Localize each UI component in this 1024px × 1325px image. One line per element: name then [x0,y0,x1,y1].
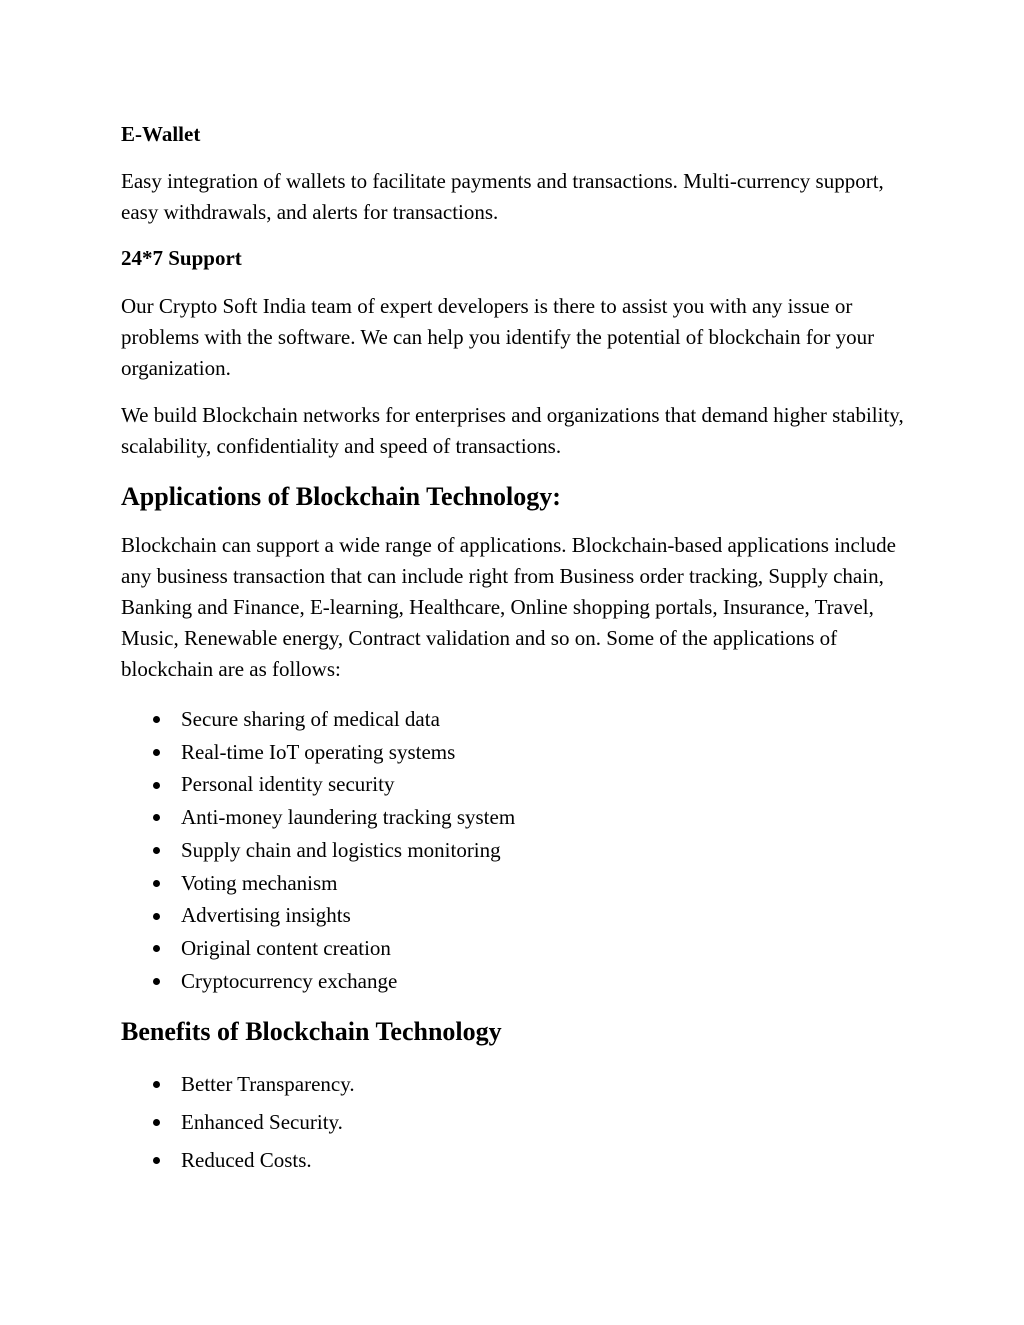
bullet-icon [153,847,160,854]
list-item [121,899,911,932]
list-item [121,801,911,834]
bullet-icon [153,1081,160,1088]
list-item [121,703,911,736]
list-item-text: Real-time IoT operating systems [181,739,456,764]
bullet-icon [153,814,160,821]
list-item [121,965,911,998]
list-item [121,1065,911,1103]
list-item-text: Anti-money laundering tracking system [181,805,516,830]
bullet-icon [153,978,160,985]
list-item-text: Supply chain and logistics monitoring [181,837,501,862]
list-item [121,932,911,965]
bullet-icon [153,749,160,756]
support-paragraph: Our Crypto Soft India team of expert developers is there to assist you with any issue or problems with the software. We can help you identify the potential of blockchain for your organization. [121,294,875,380]
list-item-text: Cryptocurrency exchange [181,968,398,993]
list-item [121,736,911,769]
support-heading: 24*7 Support [121,246,242,270]
bullet-icon [153,716,160,723]
list-item-text: Voting mechanism [181,870,338,895]
list-item [121,834,911,867]
list-item-text: Enhanced Security. [181,1110,343,1135]
list-item-text: Secure sharing of medical data [181,707,440,731]
ewallet-paragraph: Easy integration of wallets to facilitate payments and transactions. Multi-currency support, easy withdrawals, and alerts for transactions. [121,169,884,224]
benefits-title: Benefits of Blockchain Technology [121,1017,502,1047]
list-item [121,1141,911,1179]
bullet-icon [153,1157,160,1164]
applications-list [121,703,911,997]
bullet-icon [153,913,160,920]
list-item [121,1103,911,1141]
bullet-icon [153,1119,160,1126]
benefits-list [121,1065,911,1179]
list-item [121,867,911,900]
blockchain-networks-paragraph: We build Blockchain networks for enterprises and organizations that demand higher stability, scalability, confidentiality and speed of transactions. [121,403,904,458]
applications-intro: Blockchain can support a wide range of applications. Blockchain-based applications include any business transaction that can include right from Business order tracking, Supply chain, Banking and Finance, E-learning, Healthcare, Online shopping portals, Insurance, Travel, Music, Renewable energy, Contract validation and so on. Some of the applications of blockchain are as follows: [121,533,897,681]
bullet-icon [153,880,160,887]
list-item-text: Reduced Costs. [181,1148,312,1173]
list-item-text: Original content creation [181,935,391,960]
bullet-icon [153,782,160,789]
ewallet-heading: E-Wallet [121,122,201,146]
applications-title: Applications of Blockchain Technology: [121,482,561,511]
list-item-text: Better Transparency. [181,1072,355,1097]
list-item-text: Advertising insights [181,903,351,928]
list-item [121,768,911,801]
bullet-icon [153,945,160,952]
list-item-text: Personal identity security [181,772,395,797]
document-page [121,120,911,1179]
